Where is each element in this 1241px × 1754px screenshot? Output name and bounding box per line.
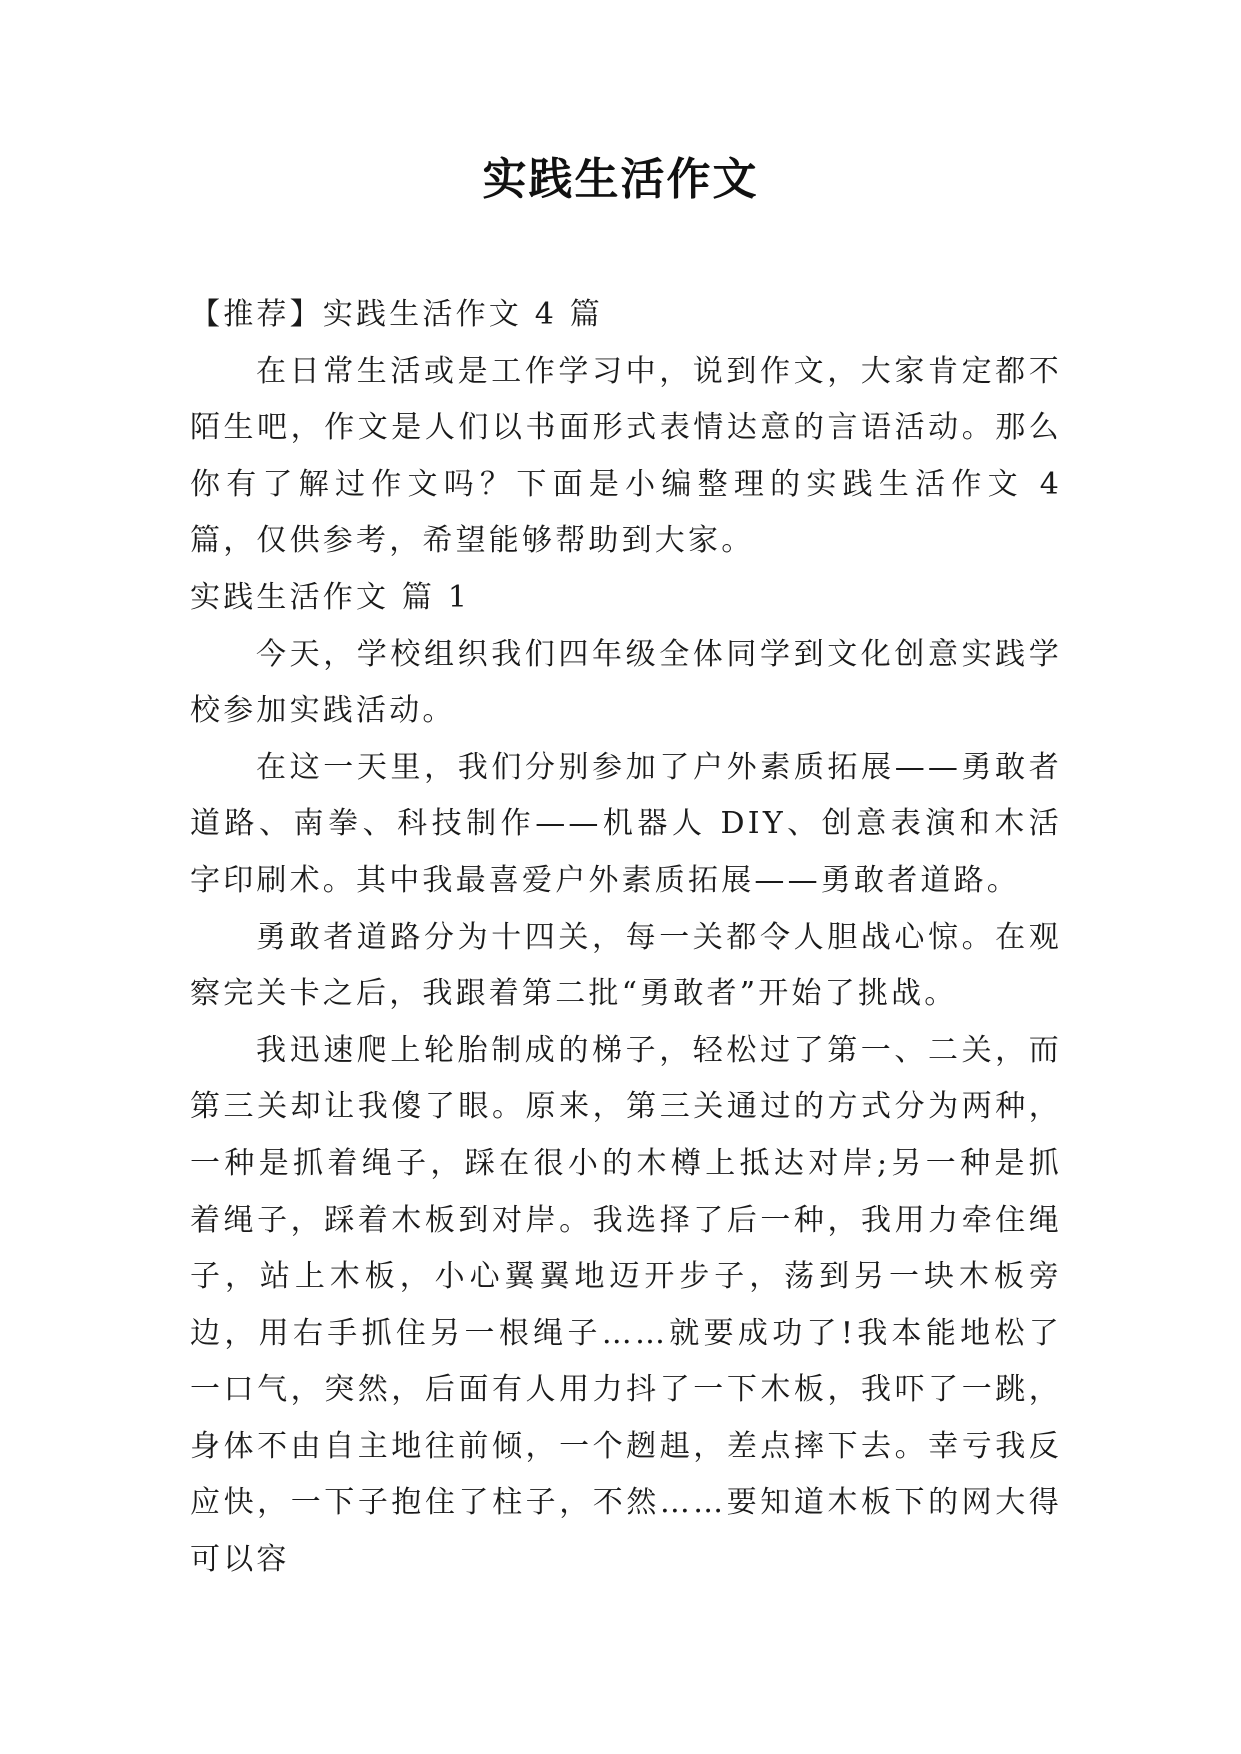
document-subtitle: 【推荐】实践生活作文 4 篇 (190, 297, 603, 332)
body-paragraph: 今天，学校组织我们四年级全体同学到文化创意实践学校参加实践活动。 (190, 636, 1062, 729)
body-paragraph: 在这一天里，我们分别参加了户外素质拓展——勇敢者道路、南拳、科技制作——机器人 DIY、创意表演和木活字印刷术。其中我最喜爱户外素质拓展——勇敢者道路。 (190, 749, 1062, 898)
body-paragraph: 勇敢者道路分为十四关，每一关都令人胆战心惊。在观察完关卡之后，我跟着第二批“勇敢者”开始了挑战。 (190, 919, 1062, 1012)
document-body (190, 287, 1062, 1589)
intro-paragraph: 在日常生活或是工作学习中，说到作文，大家肯定都不陌生吧，作文是人们以书面形式表情达意的言语活动。那么你有了解过作文吗？下面是小编整理的实践生活作文 4 篇，仅供参考，希望能够帮助到大家。 (190, 353, 1062, 559)
section-heading: 实践生活作文 篇 1 (190, 579, 471, 615)
body-paragraph: 我迅速爬上轮胎制成的梯子，轻松过了第一、二关，而第三关却让我傻了眼。原来，第三关通过的方式分为两种，一种是抓着绳子，踩在很小的木樽上抵达对岸;另一种是抓着绳子，踩着木板到对岸。我选择了后一种，我用力牵住绳子，站上木板，小心翼翼地迈开步子，荡到另一块木板旁边，用右手抓住另一根绳子……就要成功了!我本能地松了一口气，突然，后面有人用力抖了一下木板，我吓了一跳，身体不由自主地往前倾，一个趔趄，差点摔下去。幸亏我反应快，一下子抱住了柱子，不然……要知道木板下的网大得可以容 (190, 1032, 1062, 1578)
document-title: 实践生活作文 (482, 154, 759, 205)
